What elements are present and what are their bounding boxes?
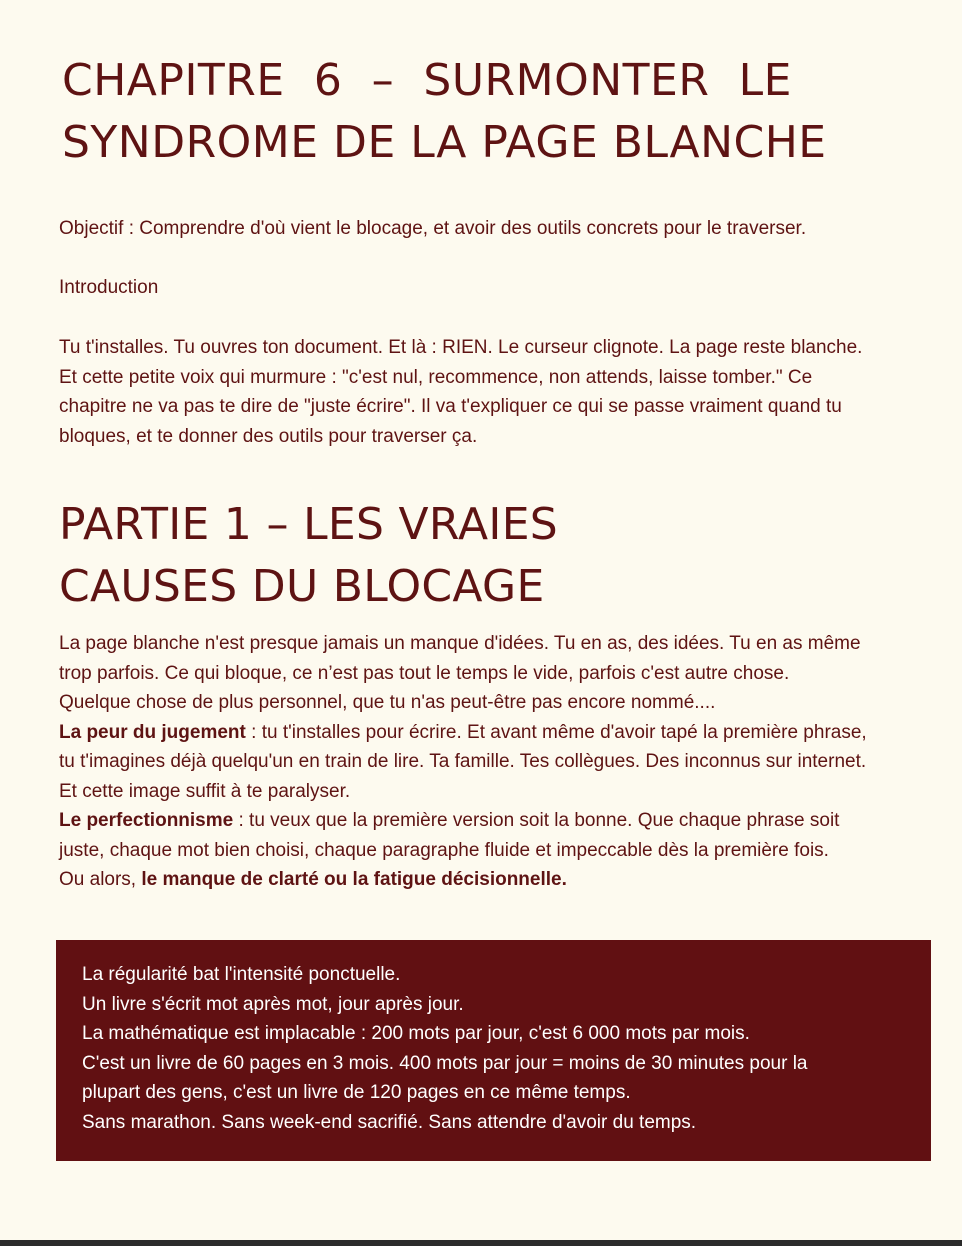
part-title-line-2: CAUSES DU BLOCAGE bbox=[59, 561, 545, 612]
part-line: juste, chaque mot bien choisi, chaque paragraphe fluide et impeccable dès la première fois. bbox=[59, 839, 829, 861]
callout-line: Un livre s'écrit mot après mot, jour après jour. bbox=[82, 993, 464, 1015]
part-line: : tu veux que la première version soit la bonne. Que chaque phrase soit bbox=[233, 810, 840, 831]
callout-line: plupart des gens, c'est un livre de 120 pages en ce même temps. bbox=[82, 1082, 631, 1103]
chapter-title bbox=[62, 50, 827, 174]
introduction-label: Introduction bbox=[59, 277, 159, 298]
callout-line: C'est un livre de 60 pages en 3 mois. 400 mots par jour = moins de 30 minutes pour la bbox=[82, 1052, 808, 1074]
intro-line: chapitre ne va pas te dire de "juste écrire". Il va t'expliquer ce qui se passe vraiment quand tu bbox=[59, 396, 842, 417]
chapter-title-word: – bbox=[371, 55, 395, 106]
intro-line: Tu t'installes. Tu ouvres ton document. Et là : RIEN. Le curseur clignote. La page reste blanche. bbox=[59, 337, 863, 358]
part-line: Et cette image suffit à te paralyser. bbox=[59, 780, 351, 802]
part-line: trop parfois. Ce qui bloque, ce n’est pas tout le temps le vide, parfois c'est autre chose. bbox=[59, 662, 790, 684]
chapter-title-word: LE bbox=[738, 55, 792, 106]
perfectionism-term: Le perfectionnisme bbox=[59, 810, 234, 831]
callout-box bbox=[56, 940, 931, 1161]
chapter-title-word: CHAPITRE bbox=[62, 55, 285, 106]
part-line: Quelque chose de plus personnel, que tu n'as peut-être pas encore nommé.... bbox=[59, 692, 716, 713]
part-1-paragraph bbox=[59, 629, 919, 895]
chapter-title-line-2: SYNDROME DE LA PAGE BLANCHE bbox=[62, 117, 827, 168]
callout-line: La mathématique est implacable : 200 mots par jour, c'est 6 000 mots par mois. bbox=[82, 1023, 750, 1044]
part-title-line-1: PARTIE 1 – LES VRAIES bbox=[59, 499, 559, 550]
callout-line: La régularité bat l'intensité ponctuelle. bbox=[82, 964, 401, 985]
part-line: Ou alors, bbox=[59, 869, 142, 890]
introduction-paragraph bbox=[59, 333, 919, 451]
chapter-title-word: SURMONTER bbox=[423, 55, 710, 106]
part-line: La page blanche n'est presque jamais un manque d'idées. Tu en as, des idées. Tu en as même bbox=[59, 633, 861, 654]
intro-line: Et cette petite voix qui murmure : "c'est nul, recommence, non attends, laisse tomber." Ce bbox=[59, 366, 813, 388]
bottom-edge-bar bbox=[0, 1240, 962, 1246]
chapter-title-line-1 bbox=[62, 50, 792, 112]
objective-text: Objectif : Comprendre d'où vient le blocage, et avoir des outils concrets pour le traverser. bbox=[59, 218, 807, 239]
clarity-fatigue-term: le manque de clarté ou la fatigue décisionnelle. bbox=[141, 869, 567, 890]
intro-line: bloques, et te donner des outils pour traverser ça. bbox=[59, 425, 478, 447]
part-1-title bbox=[59, 494, 759, 618]
callout-text bbox=[82, 960, 905, 1137]
chapter-title-word: 6 bbox=[313, 55, 343, 106]
part-line: : tu t'installes pour écrire. Et avant même d'avoir tapé la première phrase, bbox=[245, 721, 867, 743]
callout-line: Sans marathon. Sans week-end sacrifié. Sans attendre d'avoir du temps. bbox=[82, 1111, 697, 1133]
part-line: tu t'imagines déjà quelqu'un en train de lire. Ta famille. Tes collègues. Des inconnus sur internet. bbox=[59, 751, 867, 772]
fear-term: La peur du jugement bbox=[59, 721, 246, 743]
